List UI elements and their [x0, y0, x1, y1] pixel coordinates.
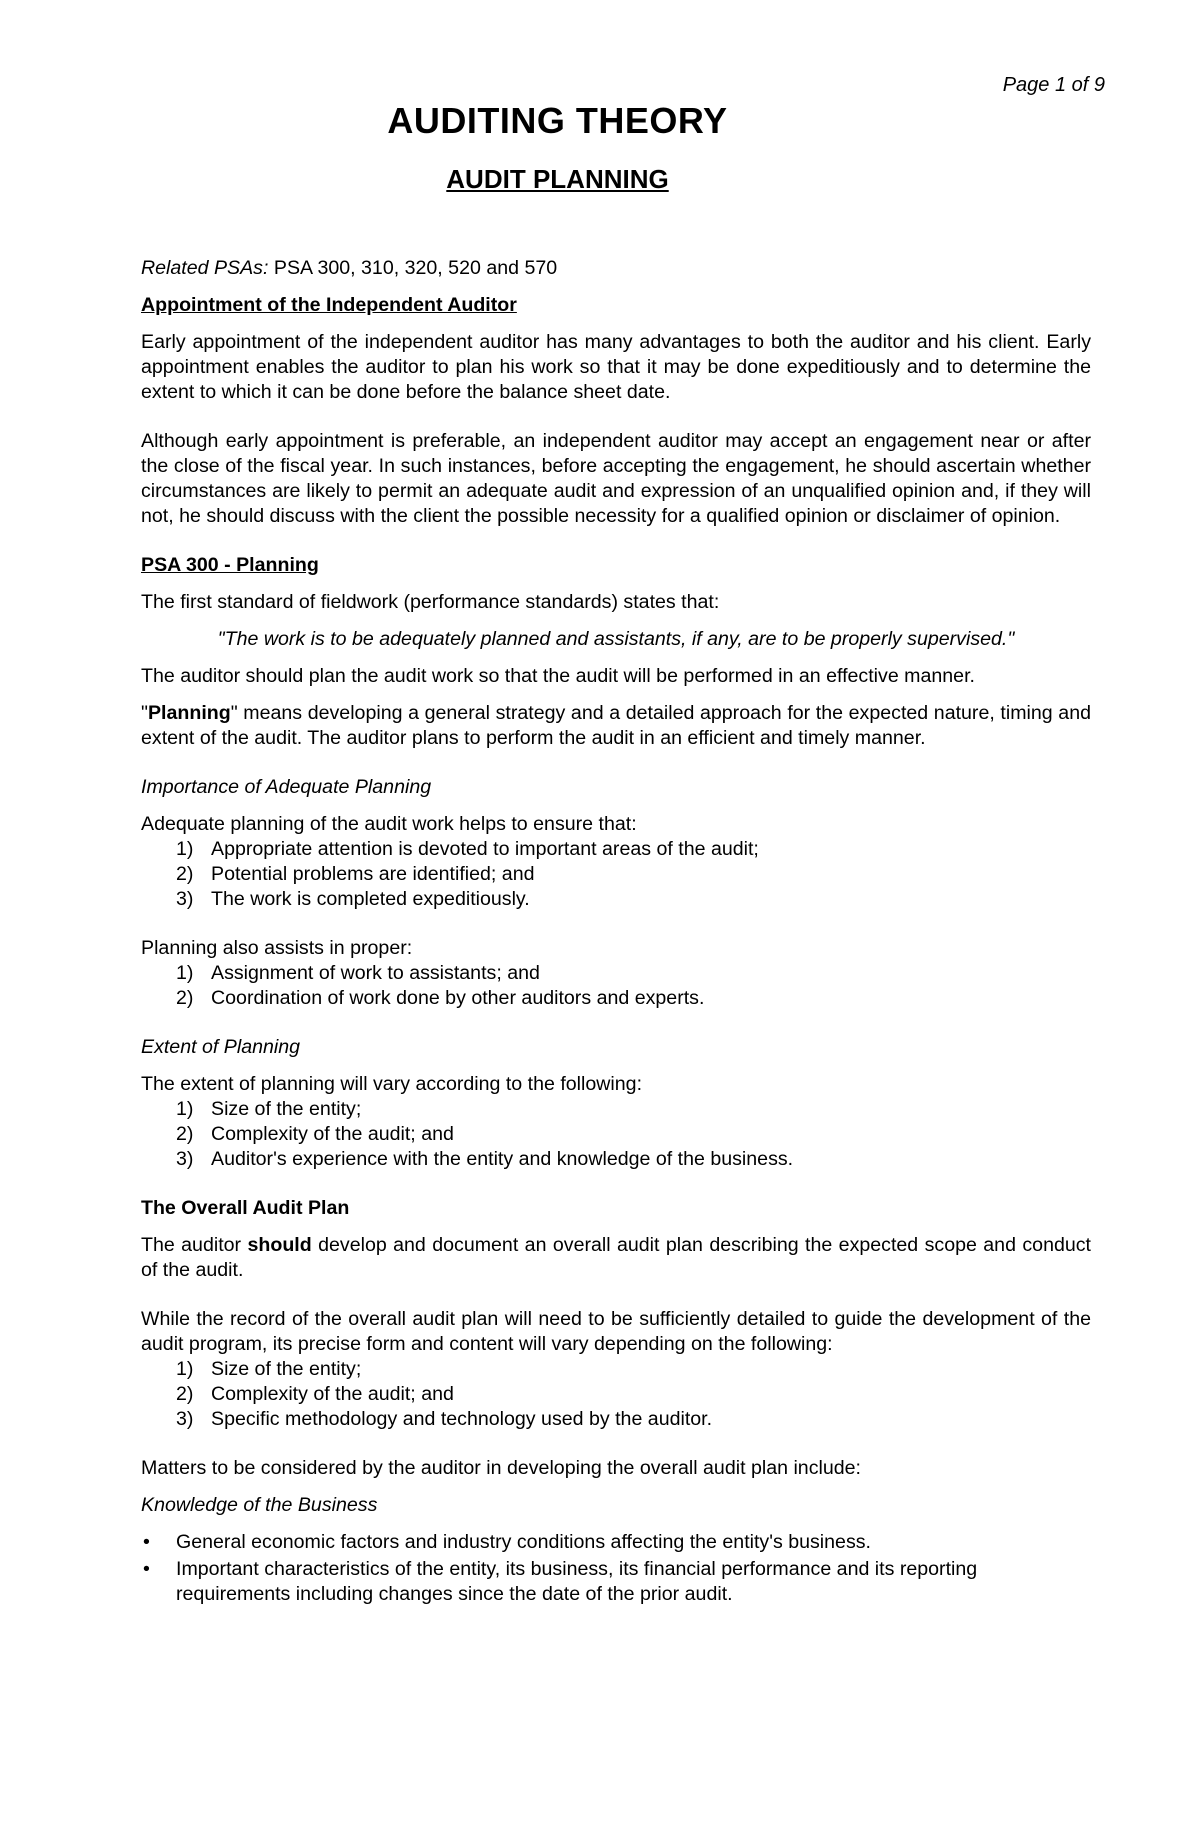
list-item: 1) Size of the entity;: [176, 1358, 362, 1380]
list-item: 1) Assignment of work to assistants; and: [176, 962, 540, 984]
list-item: 3) The work is completed expeditiously.: [176, 888, 530, 910]
plan-paragraph: The auditor should plan the audit work so that the audit will be performed in an effective manner.: [141, 665, 975, 687]
related-psas: [141, 256, 1091, 281]
assists-intro: Planning also assists in proper:: [141, 937, 413, 959]
appointment-paragraph-2: Although early appointment is preferable, an independent auditor may accept an engagement near or after the close of the fiscal year. In such instances, before accepting the engagement, he should ascertain whether circumstances are likely to permit an adequate audit and expression of an unqualified opinion and, if they will not, he should discuss with the client the possible necessity for a qualified opinion or disclaimer of opinion.: [141, 430, 1091, 527]
overall-plan-paragraph-2: While the record of the overall audit plan will need to be sufficiently detailed to guide the development of the audit program, its precise form and content will vary depending on the following:: [141, 1308, 1091, 1355]
psa300-heading: PSA 300 - Planning: [141, 554, 319, 576]
list-item: 1) Appropriate attention is devoted to important areas of the audit;: [176, 838, 759, 860]
extent-list: [141, 1097, 1091, 1172]
list-item: 1) Size of the entity;: [176, 1098, 362, 1120]
importance-heading: Importance of Adequate Planning: [141, 776, 432, 798]
knowledge-list: [141, 1530, 1091, 1607]
appointment-heading: Appointment of the Independent Auditor: [141, 294, 517, 316]
knowledge-heading: Knowledge of the Business: [141, 1494, 378, 1516]
matters-intro: Matters to be considered by the auditor in developing the overall audit plan include:: [141, 1457, 861, 1479]
planning-definition: "Planning" means developing a general strategy and a detailed approach for the expected nature, timing and extent of the audit. The auditor plans to perform the audit in an efficient and timely manner.: [141, 702, 1091, 749]
list-item: 2) Potential problems are identified; and: [176, 863, 535, 885]
overall-plan-paragraph-1: The auditor should develop and document an overall audit plan describing the expected scope and conduct of the audit.: [141, 1234, 1091, 1281]
importance-intro: Adequate planning of the audit work helps to ensure that:: [141, 813, 637, 835]
planning-term: Planning: [147, 702, 231, 724]
bullet-icon: •: [143, 1531, 150, 1553]
list-item: • General economic factors and industry conditions affecting the entity's business.: [143, 1531, 871, 1553]
fieldwork-standard-quote: "The work is to be adequately planned and assistants, if any, are to be properly supervised.": [217, 628, 1015, 650]
list-item: • Important characteristics of the entity, its business, its financial performance and its reporting requirements including changes since the date of the prior audit.: [143, 1558, 978, 1605]
list-item: 2) Complexity of the audit; and: [176, 1123, 454, 1145]
overall-plan-list: [141, 1357, 1091, 1432]
extent-intro: The extent of planning will vary according to the following:: [141, 1073, 643, 1095]
document-title: AUDITING THEORY: [387, 100, 728, 141]
extent-heading: Extent of Planning: [141, 1036, 301, 1058]
list-item: 2) Coordination of work done by other auditors and experts.: [176, 987, 705, 1009]
list-item: 2) Complexity of the audit; and: [176, 1383, 454, 1405]
appointment-paragraph-1: Early appointment of the independent auditor has many advantages to both the auditor and his client. Early appointment enables the auditor to plan his work so that it may be done expeditiously and to determine the extent to which it can be done before the balance sheet date.: [141, 331, 1091, 403]
list-item: 3) Specific methodology and technology used by the auditor.: [176, 1408, 713, 1430]
page-number: Page 1 of 9: [1002, 74, 1105, 96]
document-body: [141, 256, 1091, 1609]
related-psas-label: Related PSAs:: [141, 257, 269, 279]
overall-plan-heading: The Overall Audit Plan: [141, 1197, 350, 1219]
list-item: 3) Auditor's experience with the entity and knowledge of the business.: [176, 1148, 794, 1170]
importance-list: [141, 837, 1091, 912]
psa300-intro: The first standard of fieldwork (performance standards) states that:: [141, 591, 720, 613]
document-subtitle: AUDIT PLANNING: [446, 164, 669, 194]
assists-list: [141, 961, 1091, 1011]
related-psas-value: PSA 300, 310, 320, 520 and 570: [268, 257, 558, 279]
bullet-icon: •: [143, 1558, 150, 1580]
